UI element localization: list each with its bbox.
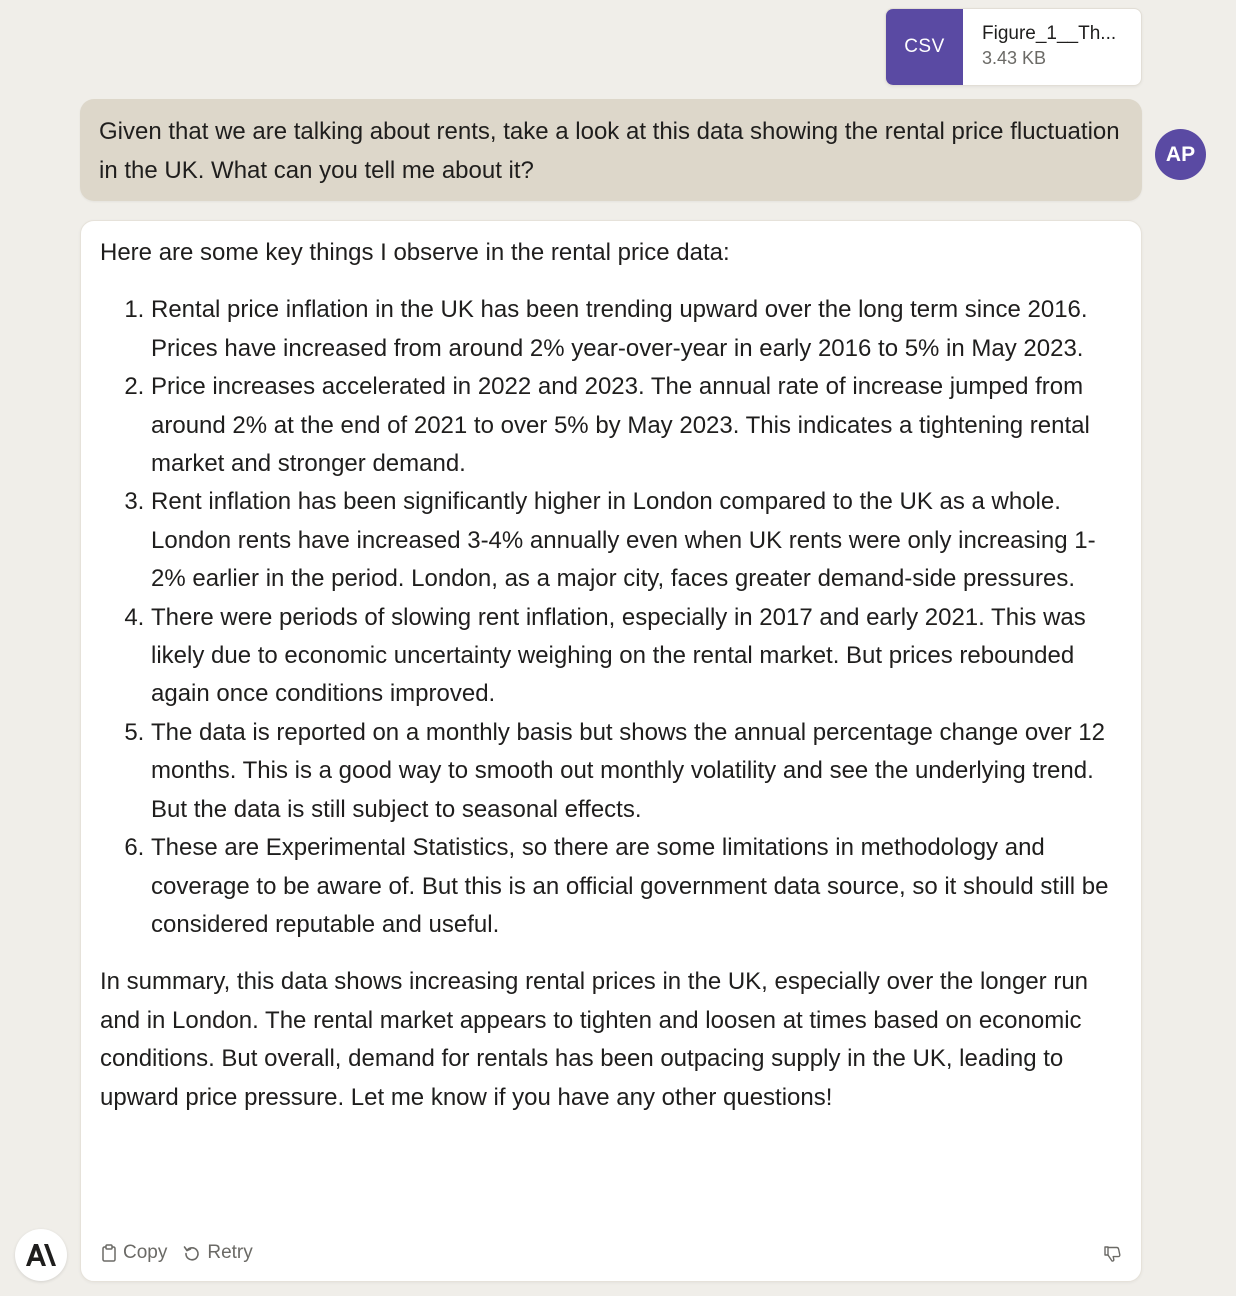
clipboard-icon	[101, 1244, 117, 1262]
list-item: 1. Rental price inflation in the UK has been trending upward over the long term since 2016. Prices have increased from around 2% year-over-year in early 2016 to 5% in May 2023.	[151, 291, 1130, 368]
file-type-badge: CSV	[886, 9, 963, 85]
list-item: 2. Price increases accelerated in 2022 and 2023. The annual rate of increase jumped from around 2% at the end of 2021 to over 5% by May 2023. This indicates a tightening rental market and stronger demand.	[151, 368, 1130, 483]
file-info	[963, 9, 1116, 85]
list-item: 4. There were periods of slowing rent inflation, especially in 2017 and early 2021. This was likely due to economic uncertainty weighing on the rental market. But prices rebounded again once conditions improved.	[151, 599, 1130, 714]
assistant-intro: Here are some key things I observe in the rental price data:	[100, 239, 730, 266]
file-name: Figure_1__Th...	[982, 23, 1117, 44]
copy-label: Copy	[123, 1242, 168, 1263]
thumbs-down-button[interactable]	[1103, 1245, 1123, 1268]
assistant-summary: In summary, this data shows increasing rental prices in the UK, especially over the longer run and in London. The rental market appears to tighten and loosen at times based on economic conditions. But overall, demand for rentals has been outpacing supply in the UK, leading to upward price pressure. Let me know if you have any other questions!	[100, 968, 1089, 1111]
retry-button[interactable]	[183, 1242, 252, 1264]
retry-label: Retry	[207, 1242, 253, 1263]
message-actions	[101, 1242, 253, 1264]
retry-icon	[183, 1244, 201, 1262]
list-item: 5. The data is reported on a monthly basis but shows the annual percentage change over 12 months. This is a good way to smooth out monthly volatility and see the underlying trend. But the data is still subject to seasonal effects.	[151, 714, 1130, 829]
list-item: 3. Rent inflation has been significantly higher in London compared to the UK as a whole. London rents have increased 3-4% annually even when UK rents were only increasing 1-2% earlier in the period. London, as a major city, faces greater demand-side pressures.	[151, 483, 1130, 598]
assistant-message-body	[100, 234, 1130, 1117]
assistant-message	[80, 220, 1142, 1282]
thumbs-down-icon	[1103, 1250, 1123, 1267]
list-item: 6. These are Experimental Statistics, so there are some limitations in methodology and coverage to be aware of. But this is an official government data source, so it should still be considered reputable and useful.	[151, 829, 1130, 944]
user-message: Given that we are talking about rents, take a look at this data showing the rental price fluctuation in the UK. What can you tell me about it?	[80, 99, 1142, 201]
copy-button[interactable]	[101, 1242, 167, 1264]
user-avatar[interactable]: AP	[1155, 129, 1206, 180]
anthropic-logo-icon	[15, 1229, 67, 1281]
observation-list	[100, 291, 1130, 944]
file-size: 3.43 KB	[982, 48, 1047, 68]
attachment-card[interactable]	[885, 8, 1142, 86]
